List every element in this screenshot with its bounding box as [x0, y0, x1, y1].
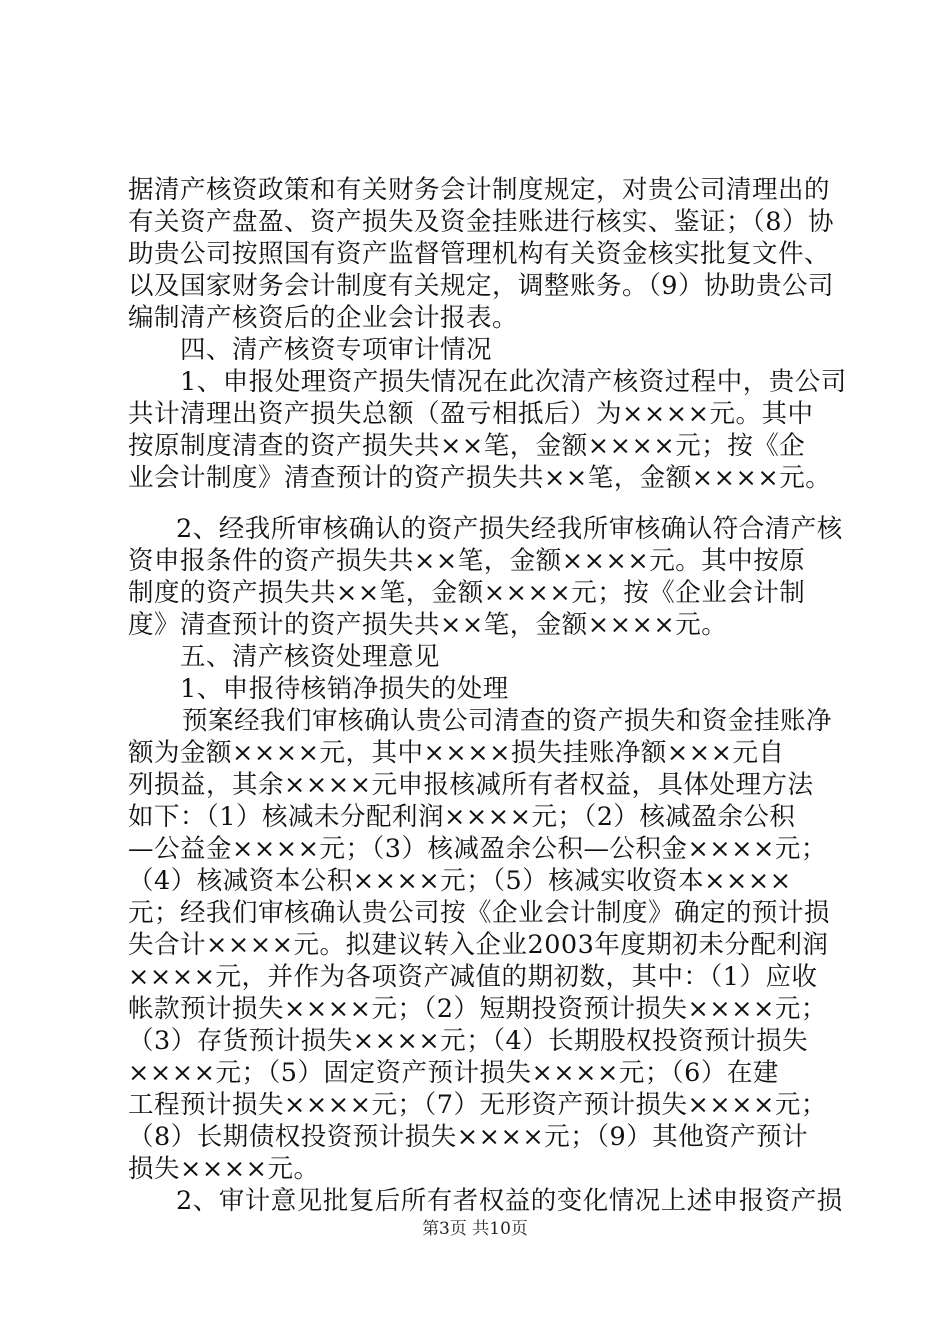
text-line: （4）核减资本公积××××元；（5）核减实收资本×××× [128, 866, 792, 896]
text-line: 制度的资产损失共××笔，金额××××元；按《企业会计制 [128, 578, 806, 608]
text-line: 有关资产盘盈、资产损失及资金挂账进行核实、鉴证；（8）协 [128, 207, 834, 237]
text-line: ××××元，并作为各项资产减值的期初数，其中：（1）应收 [128, 962, 818, 992]
page-number-footer: 第3页 共10页 [422, 1219, 528, 1239]
text-line: 元；经我们审核确认贵公司按《企业会计制度》确定的预计损 [128, 898, 831, 928]
text-line: 2、审计意见批复后所有者权益的变化情况上述申报资产损 [176, 1186, 843, 1216]
text-line: —公益金××××元；（3）核减盈余公积—公积金××××元； [128, 834, 827, 864]
subsection-heading: 1、申报待核销净损失的处理 [180, 674, 509, 704]
text-line: （8）长期债权投资预计损失××××元；（9）其他资产预计 [128, 1122, 809, 1152]
text-line: 额为金额××××元，其中××××损失挂账净额×××元自 [128, 738, 785, 768]
text-line: 共计清理出资产损失总额（盈亏相抵后）为××××元。其中 [128, 399, 814, 429]
text-line: 业会计制度》清查预计的资产损失共××笔，金额××××元。 [128, 463, 832, 493]
text-line: 编制清产核资后的企业会计报表。 [128, 303, 519, 333]
text-line: 工程预计损失××××元；（7）无形资产预计损失××××元； [128, 1090, 827, 1120]
text-line: 按原制度清查的资产损失共××笔，金额××××元；按《企 [128, 431, 806, 461]
section-heading: 五、清产核资处理意见 [180, 642, 441, 672]
text-line: 列损益，其余××××元申报核减所有者权益，具体处理方法 [128, 770, 814, 800]
text-line: （3）存货预计损失××××元；（4）长期股权投资预计损失 [128, 1026, 809, 1056]
text-line: 2、经我所审核确认的资产损失经我所审核确认符合清产核 [176, 514, 843, 544]
section-heading: 四、清产核资专项审计情况 [180, 335, 493, 365]
text-line: 助贵公司按照国有资产监督管理机构有关资金核实批复文件、 [128, 239, 831, 269]
text-line: 损失××××元。 [128, 1154, 320, 1184]
text-line: 预案经我们审核确认贵公司清查的资产损失和资金挂账净 [182, 706, 833, 736]
text-line: 失合计××××元。拟建议转入企业2003年度期初未分配利润 [128, 930, 829, 960]
text-line: 1、申报处理资产损失情况在此次清产核资过程中，贵公司 [180, 367, 847, 397]
text-line: ××××元；（5）固定资产预计损失××××元；（6）在建 [128, 1058, 779, 1088]
text-line: 据清产核资政策和有关财务会计制度规定，对贵公司清理出的 [128, 175, 831, 205]
text-line: 如下：（1）核减未分配利润××××元；（2）核减盈余公积 [128, 802, 796, 832]
text-line: 资申报条件的资产损失共××笔，金额××××元。其中按原 [128, 546, 806, 576]
text-line: 以及国家财务会计制度有关规定，调整账务。（9）协助贵公司 [128, 271, 834, 301]
text-line: 度》清查预计的资产损失共××笔，金额××××元。 [128, 610, 728, 640]
text-line: 帐款预计损失××××元；（2）短期投资预计损失××××元； [128, 994, 827, 1024]
